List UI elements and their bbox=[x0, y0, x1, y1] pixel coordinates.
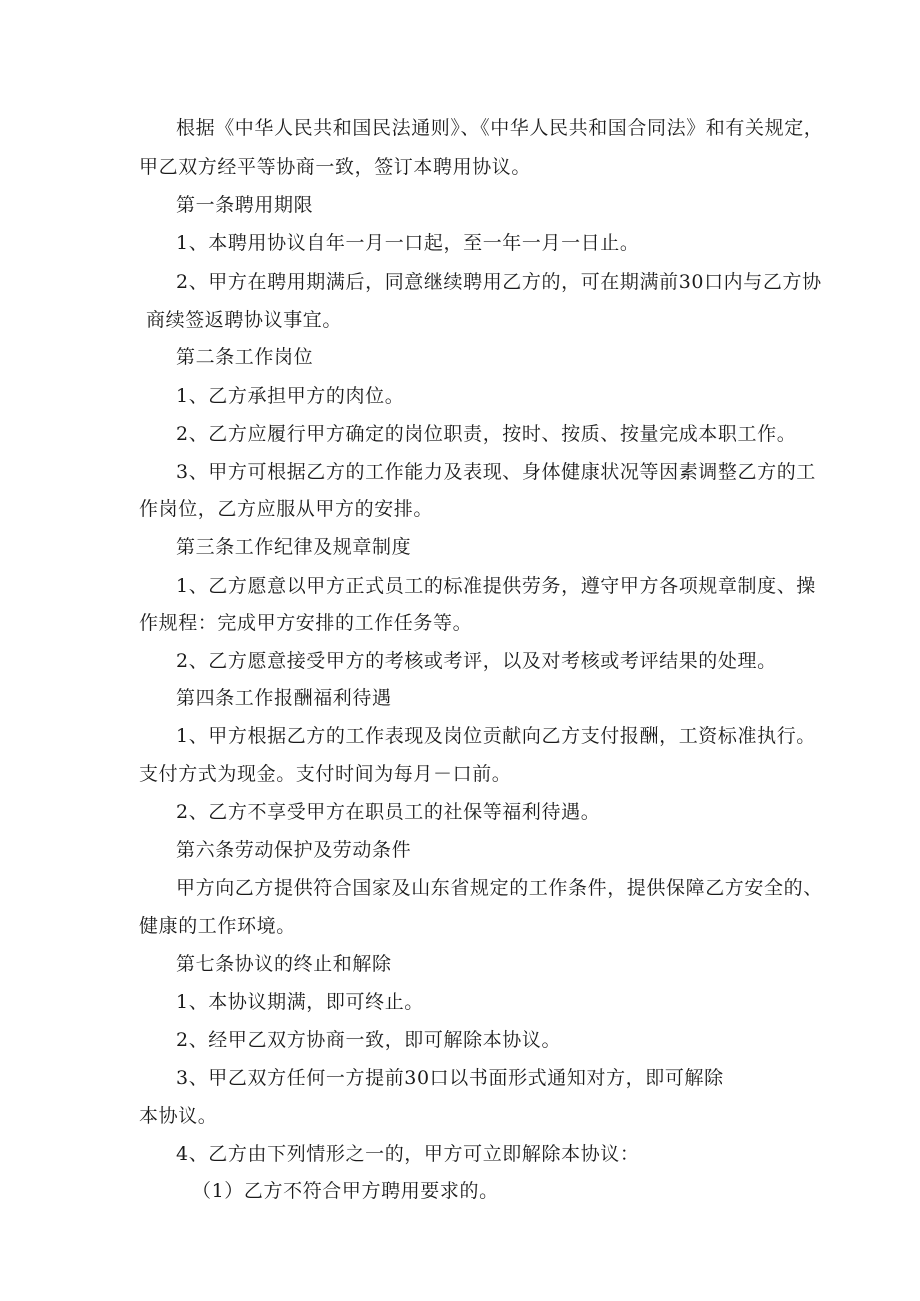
article-3-heading: 第三条工作纪律及规章制度 bbox=[176, 536, 412, 558]
article-7-clause-1: 1、本协议期满，即可终止。 bbox=[176, 991, 424, 1013]
article-2-clause-3-line-2: 作岗位，乙方应服从甲方的安排。 bbox=[139, 498, 434, 520]
article-1-clause-2-line-1: 2、甲方在聘用期满后，同意继续聘用乙方的，可在期满前30口内与乙方协 bbox=[176, 271, 822, 293]
article-7-clause-4-item-1: （1）乙方不符合甲方聘用要求的。 bbox=[192, 1180, 499, 1202]
article-7-clause-3-line-1: 3、甲乙双方任何一方提前30口以书面形式通知对方，即可解除 bbox=[176, 1067, 724, 1089]
article-7-clause-2: 2、经甲乙双方协商一致，即可解除本协议。 bbox=[176, 1029, 562, 1051]
article-2-heading: 第二条工作岗位 bbox=[176, 346, 314, 368]
article-1-clause-1: 1、本聘用协议自年一月一口起，至一年一月一日止。 bbox=[176, 232, 640, 254]
article-6-heading: 第六条劳动保护及劳动条件 bbox=[176, 839, 412, 861]
paragraph-preamble-line-1: 根据《中华人民共和国民法通则》、《中华人民共和国合同法》和有关规定， bbox=[176, 117, 824, 139]
paragraph-preamble-line-2: 甲乙双方经平等协商一致，签订本聘用协议。 bbox=[139, 156, 532, 178]
article-4-clause-1-line-2: 支付方式为现金。支付时间为每月－口前。 bbox=[139, 763, 512, 785]
article-7-clause-3-line-2: 本协议。 bbox=[139, 1105, 218, 1127]
article-2-clause-3-line-1: 3、甲方可根据乙方的工作能力及表现、身体健康状况等因素调整乙方的工 bbox=[176, 461, 816, 483]
article-7-clause-4: 4、乙方由下列情形之一的，甲方可立即解除本协议： bbox=[176, 1143, 640, 1165]
article-3-clause-2: 2、乙方愿意接受甲方的考核或考评，以及对考核或考评结果的处理。 bbox=[176, 650, 777, 672]
article-3-clause-1-line-2: 作规程：完成甲方安排的工作任务等。 bbox=[139, 612, 473, 634]
article-1-heading: 第一条聘用期限 bbox=[176, 194, 314, 216]
article-7-heading: 第七条协议的终止和解除 bbox=[176, 953, 392, 975]
article-4-heading: 第四条工作报酬福利待遇 bbox=[176, 687, 392, 709]
article-3-clause-1-line-1: 1、乙方愿意以甲方正式员工的标准提供劳务，遵守甲方各项规章制度、操 bbox=[176, 575, 816, 597]
article-6-body-line-1: 甲方向乙方提供符合国家及山东省规定的工作条件，提供保障乙方安全的、 bbox=[176, 877, 823, 899]
article-2-clause-1: 1、乙方承担甲方的肉位。 bbox=[176, 385, 405, 407]
article-4-clause-1-line-1: 1、甲方根据乙方的工作表现及岗位贡献向乙方支付报酬，工资标准执行。 bbox=[176, 725, 816, 747]
article-6-body-line-2: 健康的工作环境。 bbox=[139, 915, 296, 937]
article-4-clause-2: 2、乙方不享受甲方在职员工的社保等福利待遇。 bbox=[176, 801, 601, 823]
article-1-clause-2-line-2: 商续签返聘协议事宜。 bbox=[146, 309, 343, 331]
article-2-clause-2: 2、乙方应履行甲方确定的岗位职责，按时、按质、按量完成本职工作。 bbox=[176, 423, 797, 445]
